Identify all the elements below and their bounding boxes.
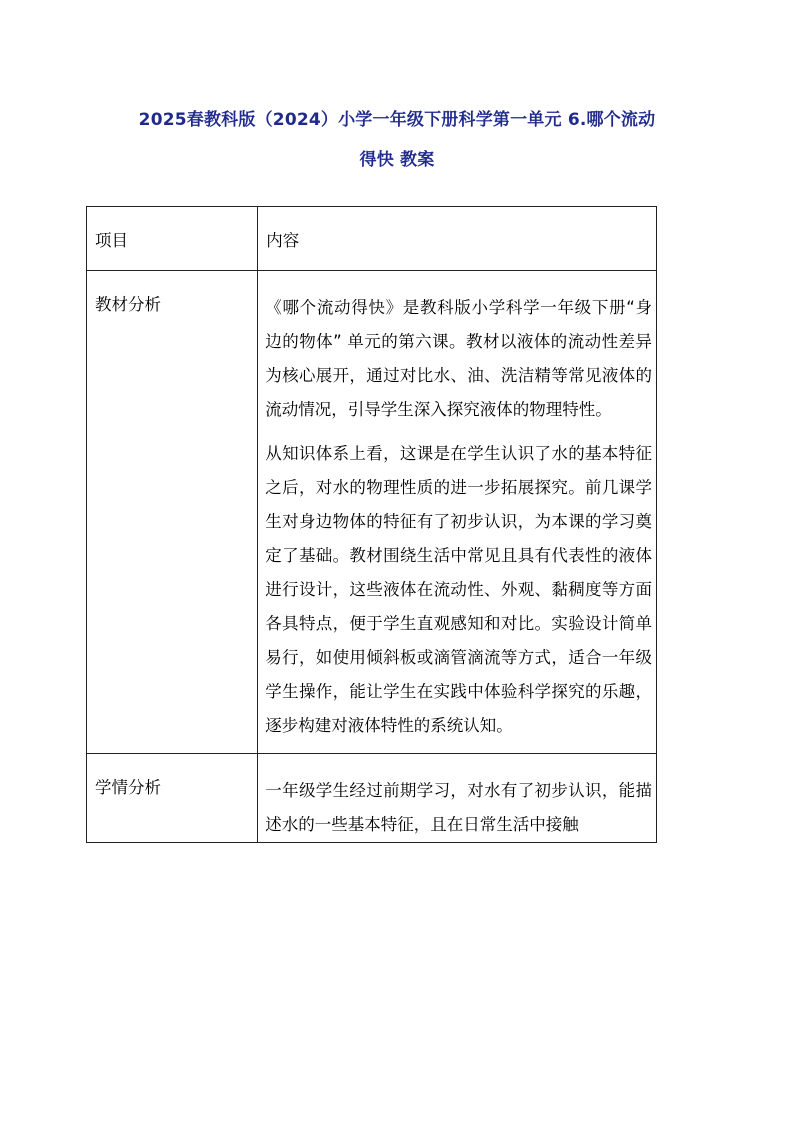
row-label-student-analysis: 学情分析 bbox=[87, 754, 258, 843]
textbook-analysis-paragraph-1: 《哪个流动得快》是教科版小学科学一年级下册“身边的物体” 单元的第六课。教材以液体的流动性差异为核心展开，通过对比水、油、洗洁精等常见液体的流动情况，引导学生深入探究液体的物理特性。 bbox=[265, 298, 652, 419]
row-content-student-analysis bbox=[258, 754, 657, 843]
document-title-line-2: 得快 教案 bbox=[359, 150, 435, 170]
document-title bbox=[86, 100, 708, 180]
header-cell-item: 项目 bbox=[87, 207, 258, 271]
row-label-textbook-analysis: 教材分析 bbox=[87, 271, 258, 754]
table-row-textbook-analysis bbox=[87, 271, 657, 754]
textbook-analysis-paragraph-2: 从知识体系上看，这课是在学生认识了水的基本特征之后，对水的物理性质的进一步拓展探究。前几课学生对身边物体的特征有了初步认识，为本课的学习奠定了基础。教材围绕生活中常见且具有代表性的液体进行设计，这些液体在流动性、外观、黏稠度等方面各具特点，便于学生直观感知和对比。实验设计简单易行，如使用倾斜板或滴管滴流等方式，适合一年级学生操作，能让学生在实践中体验科学探究的乐趣，逐步构建对液体特性的系统认知。 bbox=[265, 444, 652, 735]
table-header-row bbox=[87, 207, 657, 271]
row-content-textbook-analysis bbox=[258, 271, 657, 754]
table-row-student-analysis bbox=[87, 754, 657, 843]
header-cell-content: 内容 bbox=[258, 207, 657, 271]
student-analysis-paragraph-1: 一年级学生经过前期学习，对水有了初步认识，能描述水的一些基本特征，且在日常生活中接触 bbox=[265, 781, 652, 834]
document-title-line-1: 2025春教科版（2024）小学一年级下册科学第一单元 6.哪个流动 bbox=[138, 110, 656, 130]
lesson-plan-table bbox=[86, 206, 657, 843]
